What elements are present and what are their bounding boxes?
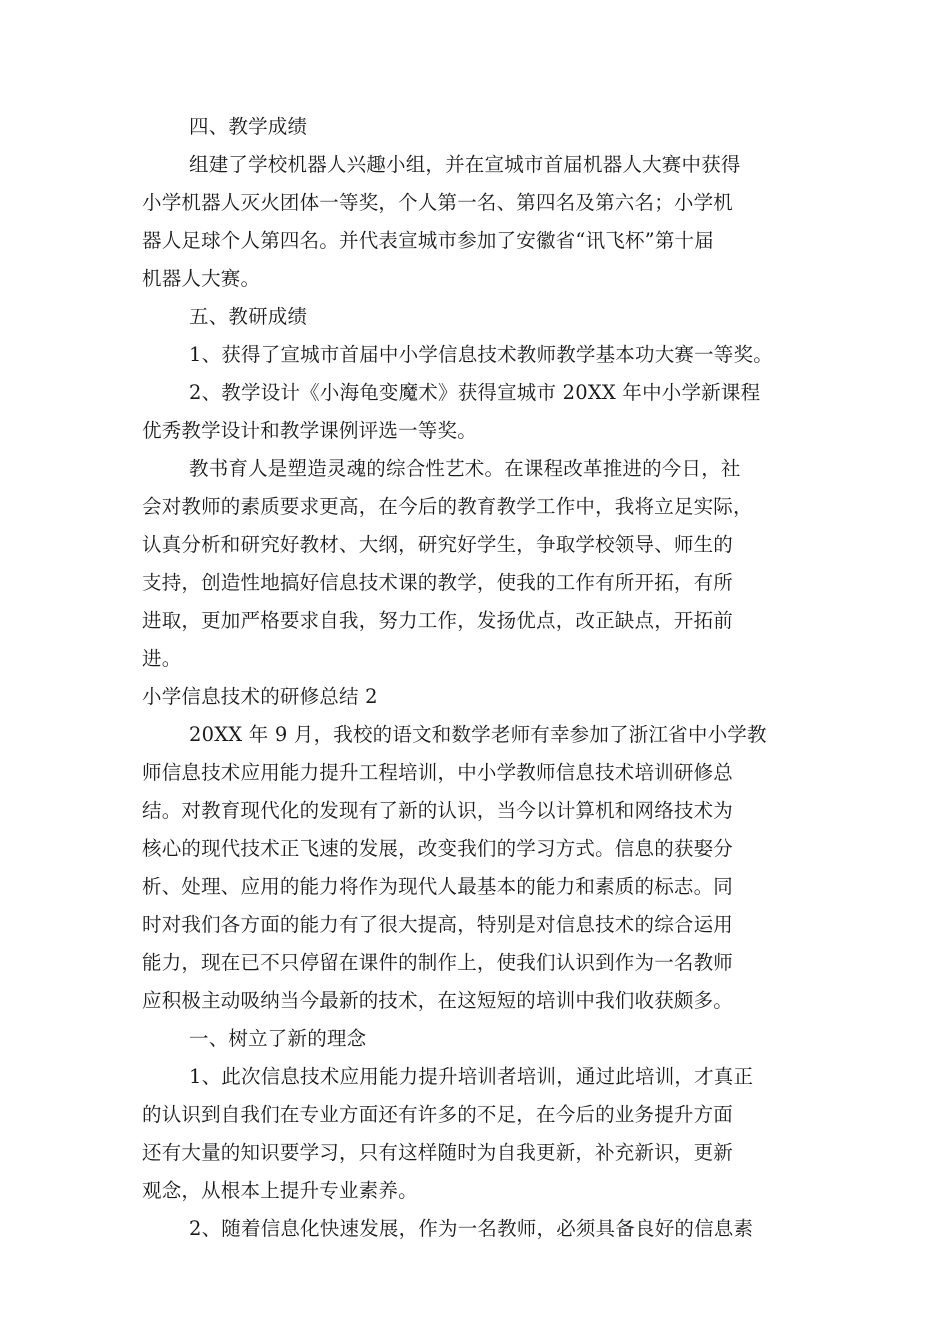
paragraph-line: 观念，从根本上提升专业素养。 <box>142 1179 418 1202</box>
paragraph-line: 组建了学校机器人兴趣小组，并在宣城市首届机器人大赛中获得 <box>189 153 741 176</box>
article-title: 小学信息技术的研修总结 2 <box>142 685 378 708</box>
paragraph-line: 1、此次信息技术应用能力提升培训者培训，通过此培训，才真正 <box>189 1065 754 1088</box>
paragraph-line: 器人足球个人第四名。并代表宣城市参加了安徽省“讯飞杯”第十届 <box>142 229 714 252</box>
paragraph-line: 小学机器人灭火团体一等奖，个人第一名、第四名及第六名；小学机 <box>142 191 734 214</box>
paragraph-line: 进。 <box>142 647 182 670</box>
paragraph-line: 核心的现代技术正飞速的发展，改变我们的学习方式。信息的获娶分 <box>142 837 734 860</box>
section-heading-new-concept: 一、树立了新的理念 <box>189 1027 367 1050</box>
paragraph-line: 结。对教育现代化的发现有了新的认识，当今以计算机和网络技术为 <box>142 799 734 822</box>
paragraph-line: 析、处理、应用的能力将作为现代人最基本的能力和素质的标志。同 <box>142 875 734 898</box>
paragraph-line: 优秀教学设计和教学课例评选一等奖。 <box>142 419 477 442</box>
section-heading-teaching-results: 四、教学成绩 <box>189 115 308 138</box>
paragraph-line: 认真分析和研究好教材、大纲，研究好学生，争取学校领导、师生的 <box>142 533 734 556</box>
paragraph-line: 师信息技术应用能力提升工程培训，中小学教师信息技术培训研修总 <box>142 761 734 784</box>
paragraph-line: 2、教学设计《小海龟变魔术》获得宣城市 20XX 年中小学新课程 <box>189 381 761 404</box>
section-heading-research-results: 五、教研成绩 <box>189 305 308 328</box>
paragraph-line: 1、获得了宣城市首届中小学信息技术教师教学基本功大赛一等奖。 <box>189 343 773 366</box>
paragraph-line: 还有大量的知识要学习，只有这样随时为自我更新，补充新识，更新 <box>142 1141 734 1164</box>
paragraph-line: 进取，更加严格要求自我，努力工作，发扬优点，改正缺点，开拓前 <box>142 609 734 632</box>
paragraph-line: 2、随着信息化快速发展，作为一名教师，必须具备良好的信息素 <box>189 1217 754 1240</box>
paragraph-line: 机器人大赛。 <box>142 267 261 290</box>
paragraph-line: 20XX 年 9 月，我校的语文和数学老师有幸参加了浙江省中小学教 <box>189 723 767 746</box>
paragraph-line: 时对我们各方面的能力有了很大提高，特别是对信息技术的综合运用 <box>142 913 734 936</box>
paragraph-line: 能力，现在已不只停留在课件的制作上，使我们认识到作为一名教师 <box>142 951 734 974</box>
paragraph-line: 会对教师的素质要求更高，在今后的教育教学工作中，我将立足实际， <box>142 495 753 518</box>
paragraph-line: 应积极主动吸纳当今最新的技术，在这短短的培训中我们收获颇多。 <box>142 989 734 1012</box>
paragraph-line: 支持，创造性地搞好信息技术课的教学，使我的工作有所开拓，有所 <box>142 571 734 594</box>
paragraph-line: 的认识到自我们在专业方面还有许多的不足，在今后的业务提升方面 <box>142 1103 734 1126</box>
paragraph-line: 教书育人是塑造灵魂的综合性艺术。在课程改革推进的今日，社 <box>189 457 741 480</box>
